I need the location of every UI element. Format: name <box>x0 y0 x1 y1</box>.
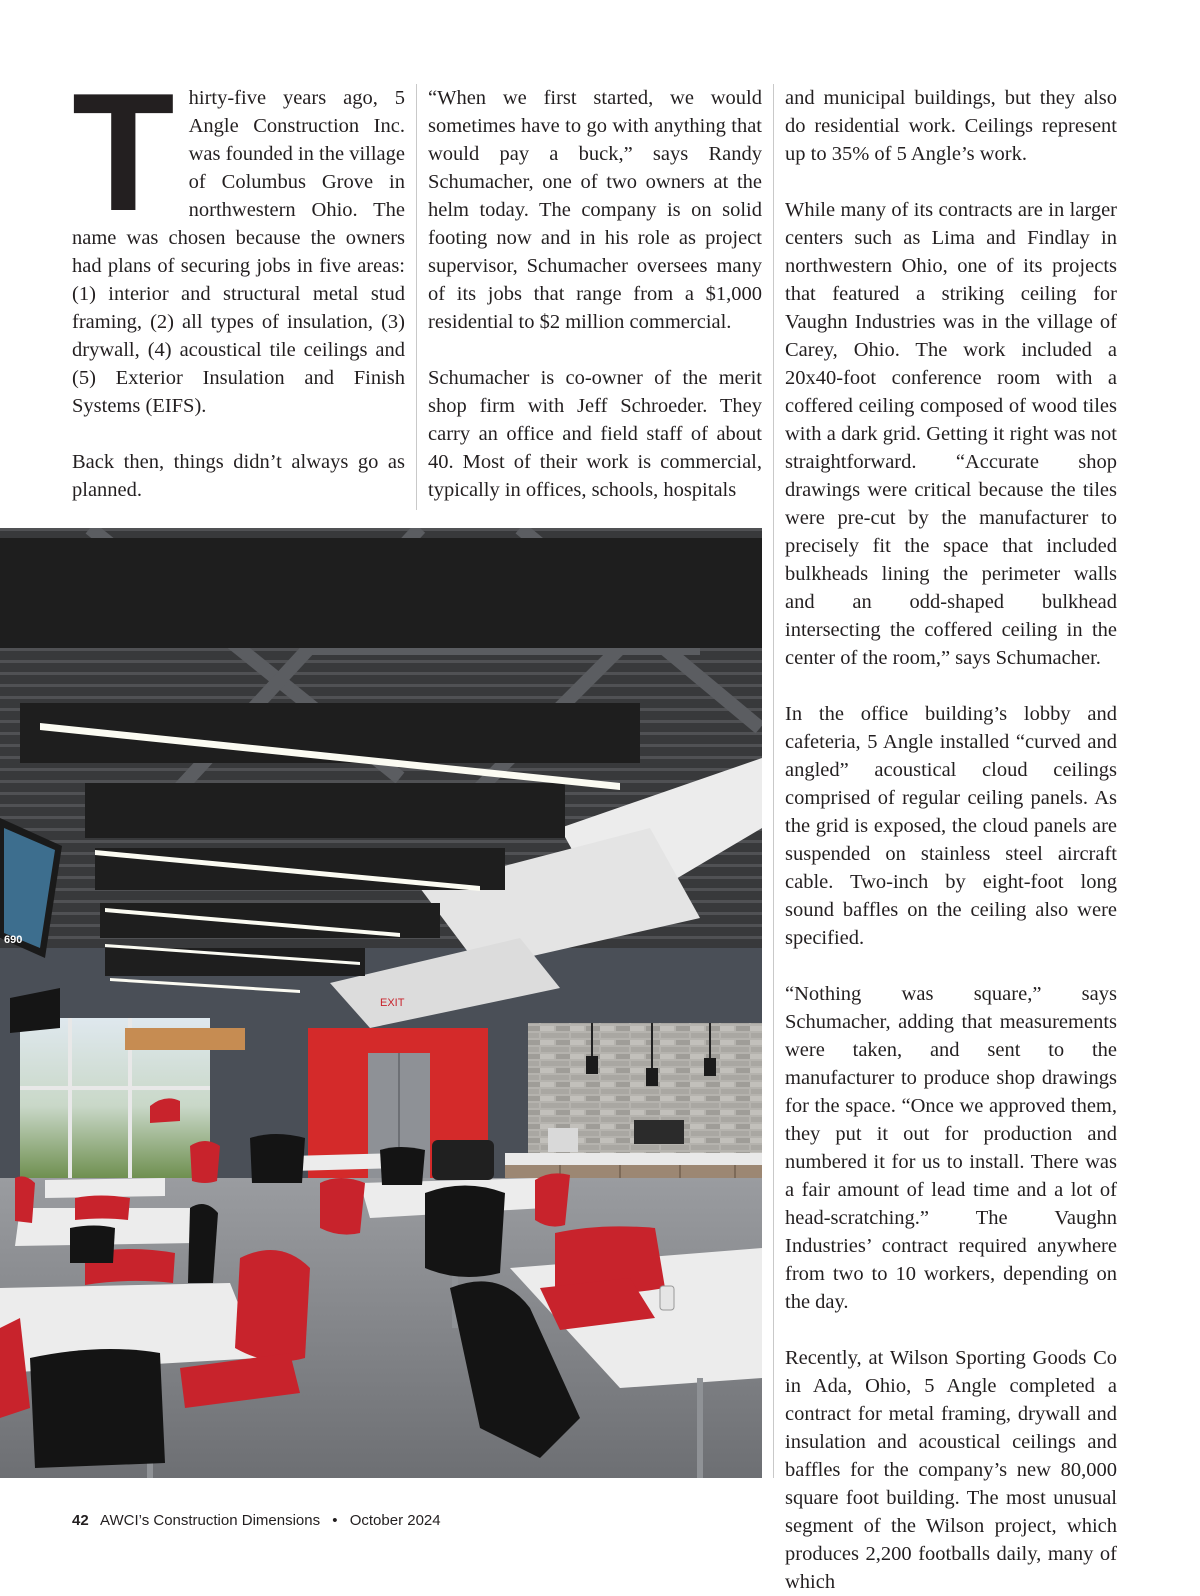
article-paragraph: “When we first started, we would sometimes have to go with anything that would pay a buck,” says Randy Schumacher, one of two owners at the helm today. The company is on solid footing now and in his role as project supervisor, Schumacher oversees many of its jobs that range from a $1,000 residential to $2 million commercial. <box>428 87 762 333</box>
publication-name: AWCI’s Construction Dimensions <box>100 1512 321 1529</box>
article-column-1 <box>72 58 405 504</box>
article-column-2 <box>428 84 762 504</box>
drop-cap: T <box>72 58 175 246</box>
wood-trim <box>125 1028 245 1050</box>
page-number: 42 <box>72 1512 89 1529</box>
article-paragraph: “Nothing was square,” says Schumacher, adding that measurements were taken, and sent to the manufacturer to produce shop drawings for the space. “Once we approved them, they put it out for production and numbered it for us to install. There was a fair amount of lead time and a lot of head-scratching.” The Vaughn Industries’ contract required anywhere from two to 10 workers, depending on the day. <box>785 983 1117 1313</box>
article-paragraph <box>72 58 405 420</box>
page-footer <box>72 1512 441 1529</box>
tv-number: 690 <box>4 934 23 946</box>
article-paragraph: Schumacher is co-owner of the merit shop firm with Jeff Schroeder. They carry an office and field staff of about 40. Most of their work is commercial, typically in offices, schools, hospitals <box>428 367 762 501</box>
article-paragraph: While many of its contracts are in larger centers such as Lima and Findlay in northwestern Ohio, one of its projects that featured a striking ceiling for Vaughn Industries was in the village of Carey, Ohio. The work included a 20x40-foot conference room with a coffered ceiling composed of wood tiles with a dark grid. Getting it right was not straightforward. “Accurate shop drawings were critical because the tiles were pre-cut by the manufacturer to precisely fit the space that included bulkheads lining the perimeter walls and an odd-shaped bulkhead intersecting the coffered ceiling in the center of the room,” says Schumacher. <box>785 199 1117 669</box>
column-divider <box>773 84 774 1478</box>
article-paragraph: Recently, at Wilson Sporting Goods Co in Ada, Ohio, 5 Angle completed a contract for metal framing, drywall and insulation and acoustical ceilings and baffles for the company’s new 80,000 square foot building. The most unusual segment of the Wilson project, which produces 2,200 footballs daily, many of which <box>785 1347 1117 1593</box>
footer-separator: • <box>332 1512 338 1529</box>
exit-sign: EXIT <box>380 997 405 1009</box>
column-divider <box>416 84 417 510</box>
article-paragraph: and municipal buildings, but they also do residential work. Ceilings represent up to 35% of 5 Angle’s work. <box>785 87 1117 165</box>
cafeteria-photo <box>0 528 762 1478</box>
article-column-3 <box>785 84 1117 1596</box>
article-paragraph: In the office building’s lobby and cafeteria, 5 Angle installed “curved and angled” acoustical cloud ceilings comprised of regular ceiling panels. As the grid is exposed, the cloud panels are suspended on stainless steel aircraft cable. Two-inch by eight-foot long sound baffles on the ceiling also were specified. <box>785 703 1117 949</box>
can <box>660 1286 674 1310</box>
issue-date: October 2024 <box>349 1512 441 1529</box>
countertop <box>505 1153 762 1165</box>
article-paragraph: Back then, things didn’t always go as planned. <box>72 451 405 501</box>
paragraph-text: hirty-five years ago, 5 Angle Construction Inc. was founded in the village of Columbus Grove in northwestern Ohio. The name was chosen because the owners had plans of securing jobs in five areas: (1) interior and structural metal stud framing, (2) all types of insulation, (3) drywall, (4) acoustical tile ceilings and (5) Exterior Insulation and Finish Systems (EIFS). <box>72 87 405 417</box>
